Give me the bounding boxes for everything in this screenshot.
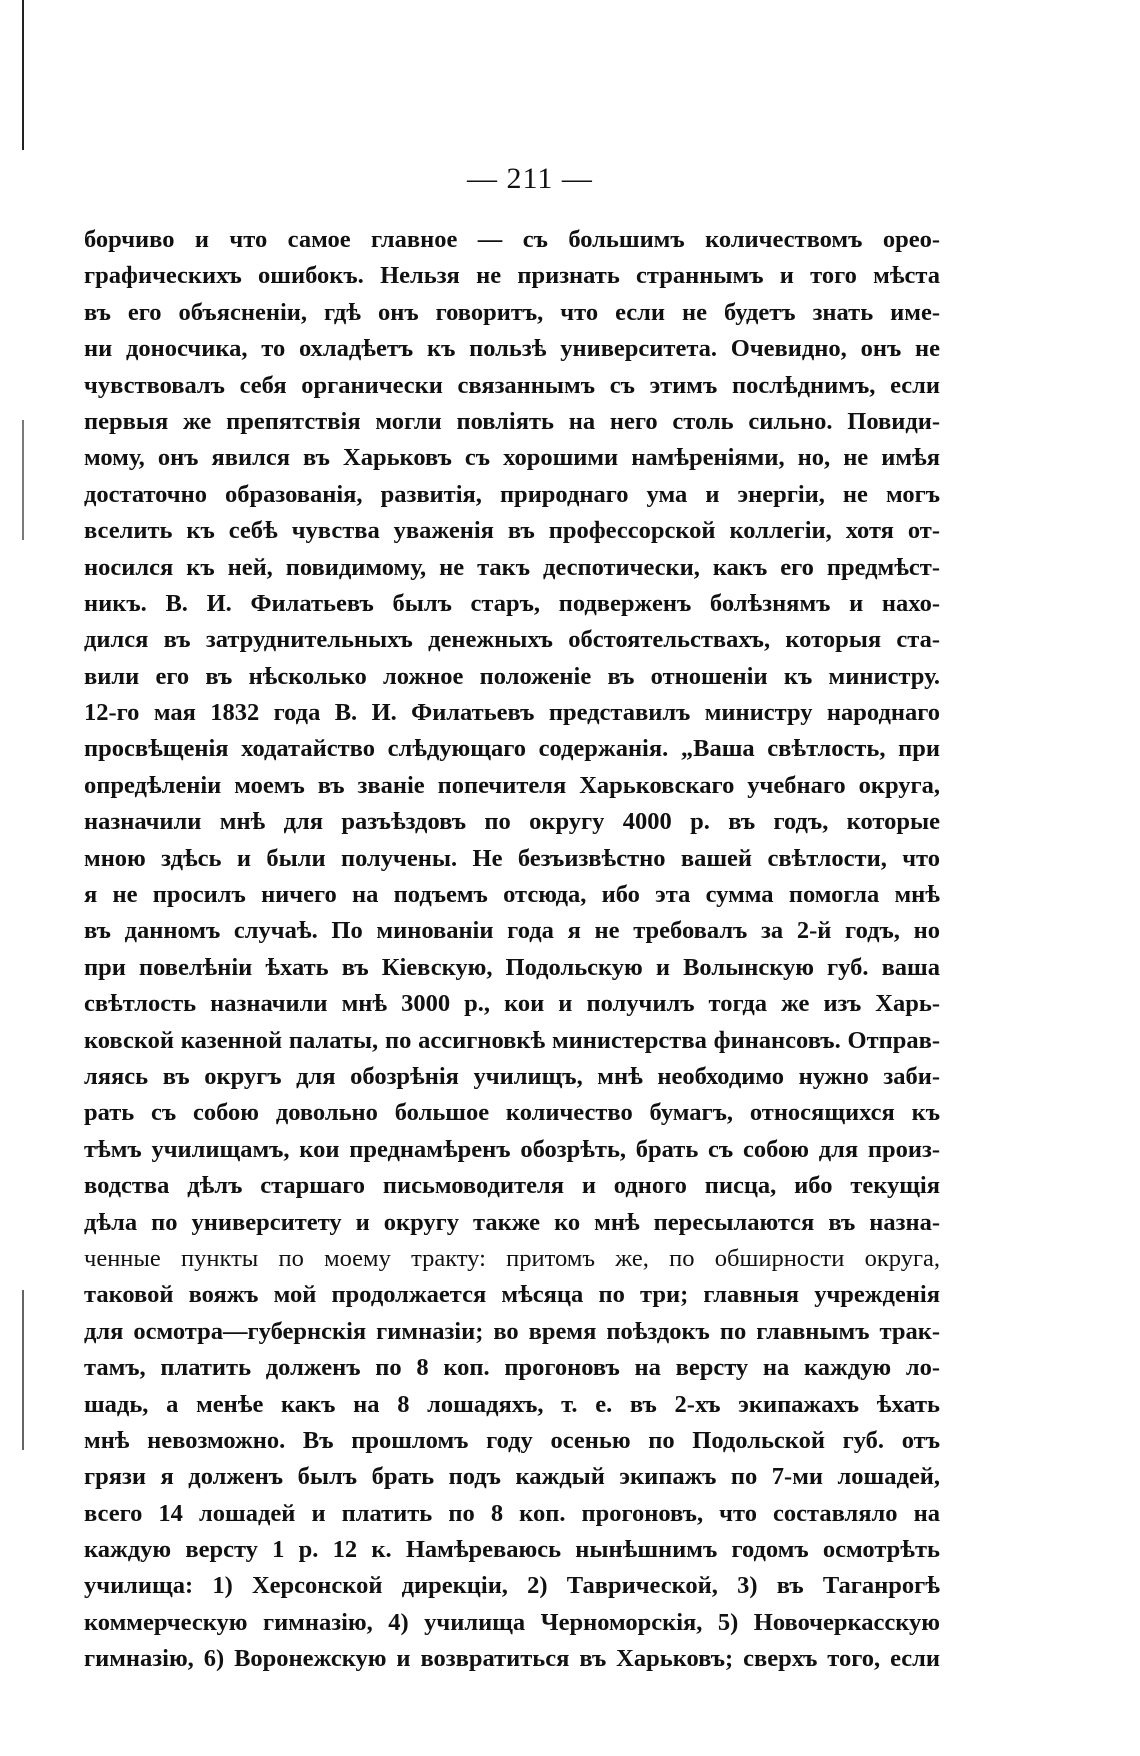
page-number: — 211 — (467, 162, 593, 195)
text-line: мною здѣсь и были получены. Не безъизвѣстно вашей свѣтлости, что (84, 844, 940, 872)
page-edge-line (22, 420, 24, 540)
text-line: первыя же препятствія могли повліять на него столь сильно. Повиди- (84, 407, 940, 435)
text-line: ни доносчика, то охладѣетъ къ пользѣ университета. Очевидно, онъ не (84, 335, 940, 363)
text-line: свѣтлость назначили мнѣ 3000 р., кои и получилъ тогда же изъ Харь- (84, 990, 940, 1018)
text-line: шадь, а менѣе какъ на 8 лошадяхъ, т. е. въ 2-хъ экипажахъ ѣхать (84, 1390, 940, 1418)
text-line: всего 14 лошадей и платить по 8 коп. прогоновъ, что составляло на (84, 1499, 940, 1527)
text-line: при повелѣніи ѣхать въ Кіевскую, Подольскую и Волынскую губ. ваша (84, 953, 940, 981)
text-line: ченные пункты по моему тракту: притомъ же, по обширности округа, (84, 1244, 940, 1272)
text-line: опредѣленіи моемъ въ званіе попечителя Харьковскаго учебнаго округа, (84, 771, 940, 799)
text-line: мнѣ невозможно. Въ прошломъ году осенью по Подольской губ. отъ (84, 1426, 940, 1454)
text-line: назначили мнѣ для разъѣздовъ по округу 4000 р. въ годъ, которые (84, 808, 940, 836)
text-line: въ его объясненіи, гдѣ онъ говоритъ, что если не будетъ знать име- (84, 298, 940, 326)
text-line: мому, онъ явился въ Харьковъ съ хорошими намѣреніями, но, не имѣя (84, 444, 940, 472)
text-line: дился въ затруднительныхъ денежныхъ обстоятельствахъ, которыя ста- (84, 626, 940, 654)
text-line: училища: 1) Херсонской дирекціи, 2) Таврической, 3) въ Таганрогѣ (84, 1572, 940, 1600)
text-line: борчиво и что самое главное — съ большимъ количествомъ орео- (84, 226, 940, 253)
page-edge-line (22, 1290, 24, 1450)
text-line: чувствовалъ себя органически связаннымъ съ этимъ послѣднимъ, если (84, 371, 940, 399)
text-line: тамъ, платить долженъ по 8 коп. прогоновъ на версту на каждую ло- (84, 1354, 940, 1382)
text-line: водства дѣлъ старшаго письмоводителя и одного писца, ибо текущія (84, 1172, 940, 1200)
text-line: носился къ ней, повидимому, не такъ деспотически, какъ его предмѣст- (84, 553, 940, 581)
text-line: коммерческую гимназію, 4) училища Черноморскія, 5) Новочеркасскую (84, 1608, 940, 1636)
text-line: просвѣщенія ходатайство слѣдующаго содержанія. „Ваша свѣтлость, при (84, 735, 940, 763)
text-line: въ данномъ случаѣ. По минованіи года я не требовалъ за 2-й годъ, но (84, 917, 940, 945)
text-line: 12-го мая 1832 года В. И. Филатьевъ представилъ министру народнаго (84, 699, 940, 727)
text-line: каждую версту 1 р. 12 к. Намѣреваюсь нынѣшнимъ годомъ осмотрѣть (84, 1536, 940, 1564)
text-line: гимназію, 6) Воронежскую и возвратиться въ Харьковъ; сверхъ того, если (84, 1645, 940, 1673)
text-line: тѣмъ училищамъ, кои преднамѣренъ обозрѣть, брать съ собою для произ- (84, 1135, 940, 1163)
text-line: таковой вояжъ мой продолжается мѣсяца по три; главныя учрежденія (84, 1281, 940, 1309)
text-line: грязи я долженъ былъ брать подъ каждый экипажъ по 7-ми лошадей, (84, 1463, 940, 1491)
text-line: я не просилъ ничего на подъемъ отсюда, ибо эта сумма помогла мнѣ (84, 881, 940, 909)
page-edge-line (22, 0, 24, 150)
body-text (84, 222, 940, 1678)
text-line: вили его въ нѣсколько ложное положеніе въ отношеніи къ министру. (84, 662, 940, 690)
text-line: достаточно образованія, развитія, природнаго ума и энергіи, не могъ (84, 480, 940, 508)
text-line: никъ. В. И. Филатьевъ былъ старъ, подверженъ болѣзнямъ и нахо- (84, 589, 940, 617)
text-line: рать съ собою довольно большое количество бумагъ, относящихся къ (84, 1099, 940, 1127)
text-line: вселить къ себѣ чувства уваженія въ профессорской коллегіи, хотя от- (84, 517, 940, 545)
text-line: дѣла по университету и округу также ко мнѣ пересылаются въ назна- (84, 1208, 940, 1236)
text-line: графическихъ ошибокъ. Нельзя не признать страннымъ и того мѣста (84, 262, 940, 290)
text-line: ляясь въ округъ для обозрѣнія училищъ, мнѣ необходимо нужно заби- (84, 1062, 940, 1090)
text-line: ковской казенной палаты, по ассигновкѣ министерства финансовъ. Отправ- (84, 1026, 940, 1054)
text-line: для осмотра—губернскія гимназіи; во время поѣздокъ по главнымъ трак- (84, 1317, 940, 1345)
